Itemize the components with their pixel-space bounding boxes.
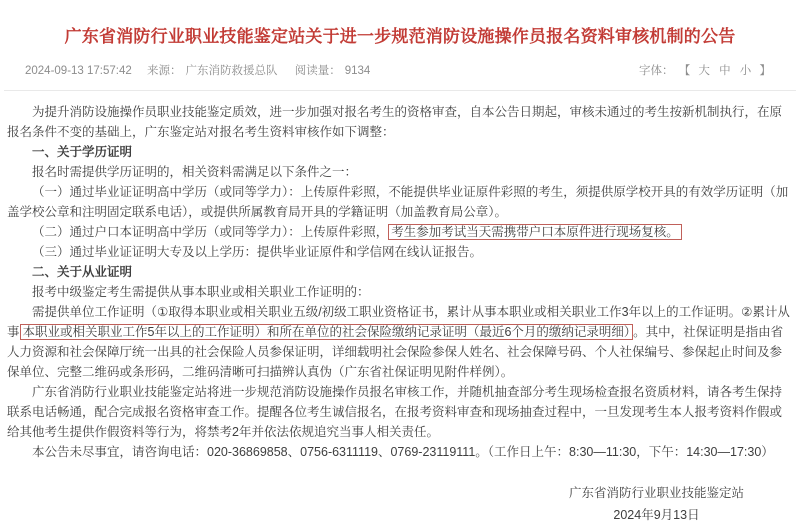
views-info xyxy=(295,65,375,77)
para-condition-1: （一）通过毕业证证明高中学历（或同等学力）：上传原件彩照，不能提供毕业证原件彩照的考生，须提供原学校开具的有效学历证明（加盖学校公章和注明固定联系电话），或提供所属教育局开具的学籍证明（加盖教育局公章）。 xyxy=(7,184,789,219)
meta-info xyxy=(25,62,384,78)
signature-date: 2024年9月13日 xyxy=(613,507,700,522)
para-work-detail xyxy=(7,302,793,382)
font-size-medium-button[interactable]: 中 xyxy=(719,64,731,77)
para-condition-3: （三）通过毕业证证明大专及以上学历：提供毕业证原件和学信网在线认证报告。 xyxy=(32,244,483,259)
font-size-control xyxy=(639,62,773,78)
para-review-notice: 广东省消防行业职业技能鉴定站将进一步规范消防设施操作员报名审核工作，并随机抽查部分考生现场检查报名资质材料，请各考生保持联系电话畅通，配合完成报名资格审查工作。提醒各位考生诚信报名，在报考资料审查和现场抽查过程中，一旦发现考生本人报考资料作假或给其他考生提供作假资料等行为，将禁考2年并依法依规追究当事人相关责任。 xyxy=(7,384,783,439)
font-label: 字体： xyxy=(638,64,674,77)
bracket-open: 【 xyxy=(678,64,691,77)
heading-education-proof: 一、关于学历证明 xyxy=(32,144,133,159)
bracket-close: 】 xyxy=(759,64,771,77)
signature-inner xyxy=(569,483,744,525)
work-detail-suffix: 。其中，社保证明是指由省人力资源和社会保障厅统一出具的社会保险人员参保证明，详细载明社会保险参保人姓名、社会保障号码、个人社保编号、参保起止时间及参保单位、完整二维码或条形码，二维码清晰可扫描辨认真伪（广东省社保证明见附件样例）。 xyxy=(7,324,784,379)
page-title: 广东省消防行业职业技能鉴定站关于进一步规范消防设施操作员报名资料审核机制的公告 xyxy=(64,27,736,46)
para-condition-2 xyxy=(7,222,793,242)
views-value: 9134 xyxy=(344,64,371,77)
condition-2-text: （二）通过户口本证明高中学历（或同等学力）：上传原件彩照， xyxy=(32,224,389,239)
source-label: 来源： xyxy=(147,64,182,77)
para-intro: 为提升消防设施操作员职业技能鉴定质效，进一步加强对报名考生的资格审查，自本公告日期起，审核未通过的考生按新机制执行，在原报名条件不变的基础上，广东鉴定站对报名考生资料审核作如下调整： xyxy=(7,104,783,139)
highlight-box-onsite-check: 考生参加考试当天需携带户口本原件进行现场复核。 xyxy=(388,224,682,240)
highlight-box-social-insurance: 本职业或相关职业工作5年以上的工作证明）和所在单位的社会保险缴纳记录证明（最近6个月的缴纳记录明细） xyxy=(20,324,634,340)
para-education-intro: 报名时需提供学历证明的，相关资料需满足以下条件之一： xyxy=(32,164,358,179)
signature-block xyxy=(0,483,800,525)
font-size-small-button[interactable]: 小 xyxy=(739,64,752,77)
heading-work-proof: 二、关于从业证明 xyxy=(32,264,133,279)
font-size-large-button[interactable]: 大 xyxy=(698,64,710,77)
views-label: 阅读量： xyxy=(294,64,341,77)
source-info xyxy=(147,65,282,77)
para-work-intro: 报考中级鉴定考生需提供从事本职业或相关职业工作证明的： xyxy=(32,284,370,299)
article-body xyxy=(0,91,800,462)
meta-bar xyxy=(0,62,800,78)
para-contact-phones: 本公告未尽事宜，请咨询电话：020-36869858、0756-6311119、0769-23119111。（工作日上午：8:30—11:30，下午：14:30—17:30） xyxy=(32,444,774,459)
publish-datetime: 2024-09-13 17:57:42 xyxy=(25,64,132,77)
announcement-page xyxy=(0,26,800,527)
source-value: 广东消防救援总队 xyxy=(185,64,278,77)
signature-org: 广东省消防行业职业技能鉴定站 xyxy=(568,485,744,500)
work-detail-prefix: 需提供单位工作证明（①取得本职业或相关职业五级/初级工职业资格证书，累计从事本职业或相关职业工作3年以上的工作证明。②累计从事 xyxy=(7,304,790,339)
